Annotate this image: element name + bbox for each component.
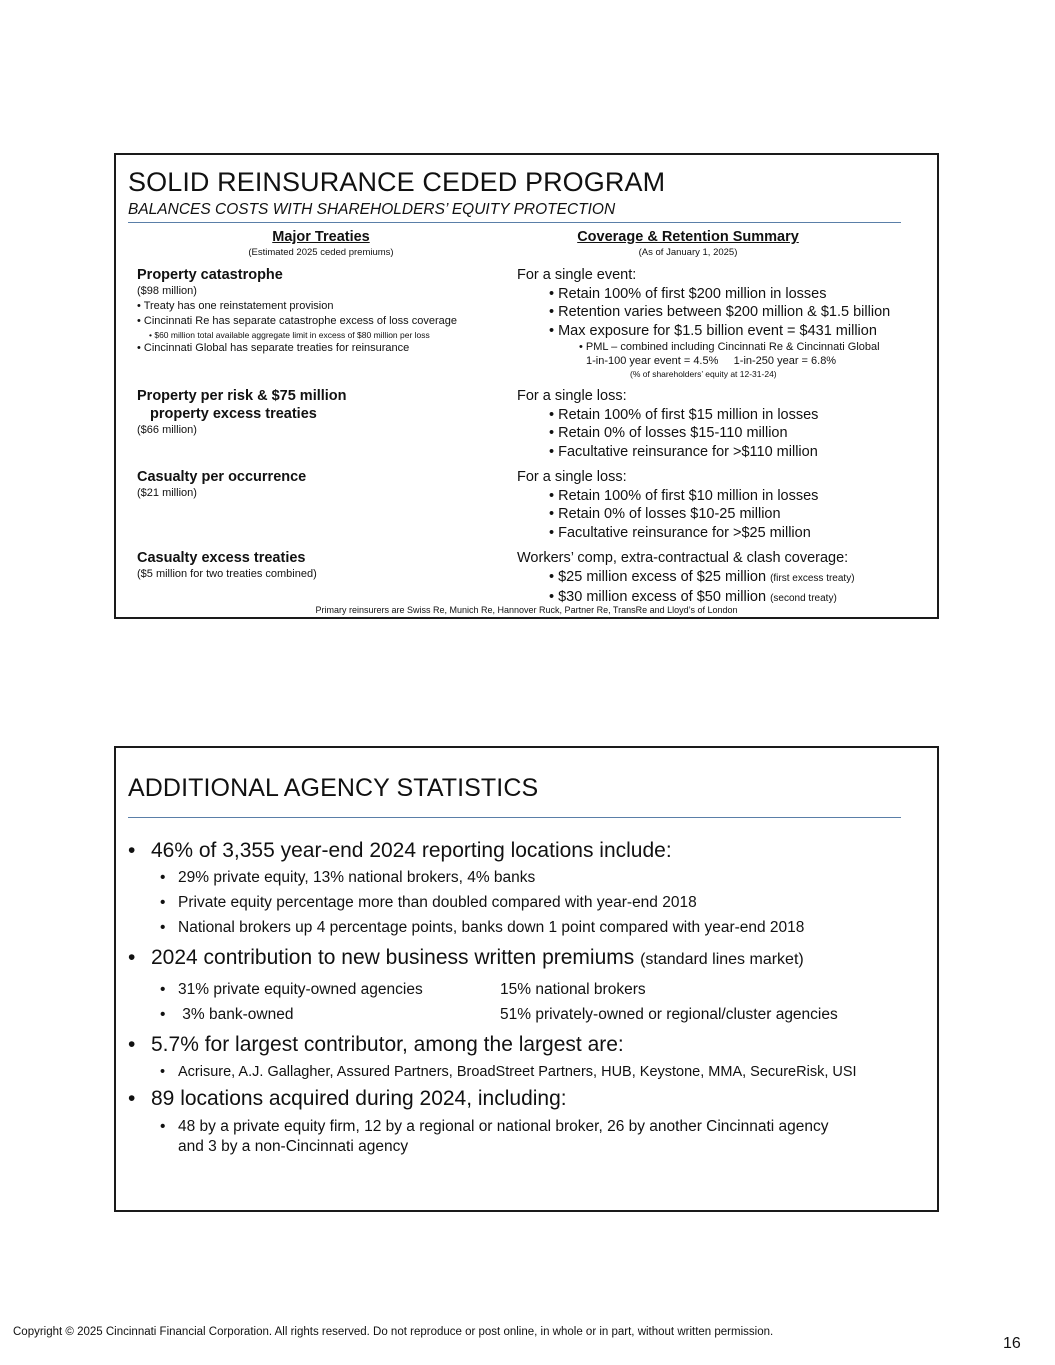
coverage-item: • Retention varies between $200 million & $1.5 billion bbox=[549, 304, 891, 320]
coverage-item-text: • $25 million excess of $25 million bbox=[549, 568, 767, 585]
sub-bullet-right: 15% national brokers bbox=[500, 981, 646, 998]
sub-bullet: • 31% private equity-owned agencies bbox=[160, 981, 423, 998]
pml-values: 1-in-100 year event = 4.5% 1-in-250 year = 6.8% bbox=[586, 355, 837, 367]
coverage-item-note: (second treaty) bbox=[770, 593, 837, 604]
sub-bullet: • Private equity percentage more than doubled compared with year-end 2018 bbox=[160, 894, 697, 911]
coverage-item: • Retain 0% of losses $15-110 million bbox=[549, 425, 788, 441]
coverage-item: • Retain 100% of first $15 million in losses bbox=[549, 406, 819, 423]
reinsurers-footnote: Primary reinsurers are Swiss Re, Munich Re, Hannover Ruck, Partner Re, TransRe and Lloyd’s of London bbox=[315, 605, 738, 615]
treaty-premium: ($98 million) bbox=[137, 285, 197, 297]
treaty-property-per-risk bbox=[137, 387, 347, 438]
treaty-casualty-per-occurrence bbox=[137, 468, 306, 501]
coverage-casualty-per-occurrence bbox=[517, 468, 818, 542]
bullet-text: 2024 contribution to new business written premiums bbox=[151, 946, 635, 969]
sub-bullet: • Acrisure, A.J. Gallagher, Assured Partners, BroadStreet Partners, HUB, Keystone, MMA, SecureRisk, USI bbox=[160, 1064, 857, 1080]
coverage-property-per-risk bbox=[517, 387, 818, 461]
slide-subtitle: BALANCES COSTS WITH SHAREHOLDERS’ EQUITY PROTECTION bbox=[128, 201, 616, 218]
coverage-subheader: (As of January 1, 2025) bbox=[638, 247, 738, 258]
coverage-lead: Workers’ comp, extra-contractual & clash coverage: bbox=[517, 550, 849, 566]
slide-title: ADDITIONAL AGENCY STATISTICS bbox=[128, 774, 539, 802]
coverage-item: • Max exposure for $1.5 billion event = $431 million bbox=[549, 322, 877, 339]
coverage-lead: For a single loss: bbox=[517, 469, 627, 485]
agency-statistics-slide bbox=[114, 746, 939, 1212]
slide-title: SOLID REINSURANCE CEDED PROGRAM bbox=[128, 167, 666, 197]
bullet-locations-acquired: • 89 locations acquired during 2024, including: bbox=[128, 1087, 567, 1110]
bullet-largest-contributor: • 5.7% for largest contributor, among the largest are: bbox=[128, 1033, 624, 1056]
pml-line: • PML – combined including Cincinnati Re & Cincinnati Global bbox=[579, 341, 880, 353]
treaty-sub-bullet: • $60 million total available aggregate limit in excess of $80 million per loss bbox=[149, 330, 430, 340]
treaty-premium: ($5 million for two treaties combined) bbox=[137, 568, 317, 580]
bullet-text: 46% of 3,355 year-end 2024 reporting locations include: bbox=[151, 839, 672, 862]
sub-bullet: • 48 by a private equity firm, 12 by a regional or national broker, 26 by another Cincinnati agency and 3 by a non-Cincinnati agency bbox=[160, 1118, 829, 1155]
coverage-header: Coverage & Retention Summary bbox=[577, 229, 799, 245]
treaty-premium: ($21 million) bbox=[137, 487, 197, 499]
bullet-text: 89 locations acquired during 2024, including: bbox=[151, 1087, 567, 1110]
pml-note: (% of shareholders’ equity at 12-31-24) bbox=[630, 369, 777, 379]
treaty-bullet: • Cincinnati Re has separate catastrophe excess of loss coverage bbox=[137, 315, 457, 327]
coverage-item: • Facultative reinsurance for >$110 million bbox=[549, 443, 818, 460]
treaty-premium: ($66 million) bbox=[137, 424, 197, 436]
major-treaties-header: Major Treaties bbox=[272, 229, 370, 245]
bullet-reporting-locations: • 46% of 3,355 year-end 2024 reporting locations include: bbox=[128, 839, 672, 862]
coverage-casualty-excess bbox=[517, 549, 855, 609]
treaty-name: Casualty per occurrence bbox=[137, 469, 307, 485]
coverage-item: • Facultative reinsurance for >$25 million bbox=[549, 524, 811, 541]
major-treaties-subheader: (Estimated 2025 ceded premiums) bbox=[248, 247, 394, 258]
sub-bullet: • National brokers up 4 percentage points, banks down 1 point compared with year-end 2018 bbox=[160, 919, 805, 936]
bullet-new-business: • 2024 contribution to new business written premiums (standard lines market) bbox=[128, 946, 804, 969]
coverage-item: • Retain 100% of first $200 million in losses bbox=[549, 285, 827, 302]
treaty-name: Property catastrophe bbox=[137, 267, 283, 283]
coverage-item: • Retain 100% of first $10 million in losses bbox=[549, 487, 819, 504]
treaty-property-catastrophe bbox=[137, 266, 457, 356]
coverage-lead: For a single loss: bbox=[517, 388, 627, 404]
treaty-name: Property per risk & $75 million bbox=[137, 388, 347, 404]
treaty-name: Casualty excess treaties bbox=[137, 550, 306, 566]
treaty-casualty-excess bbox=[137, 549, 317, 582]
sub-bullet: • 29% private equity, 13% national brokers, 4% banks bbox=[160, 869, 536, 886]
treaty-bullet: • Treaty has one reinstatement provision bbox=[137, 300, 334, 312]
treaty-name-cont: property excess treaties bbox=[150, 406, 317, 422]
sub-bullet: • 3% bank-owned bbox=[160, 1006, 294, 1023]
copyright-footer: Copyright © 2025 Cincinnati Financial Corporation. All rights reserved. Do not reproduce or post online, in whole or in part, without written permission. bbox=[13, 1326, 774, 1338]
coverage-lead: For a single event: bbox=[517, 267, 637, 283]
coverage-item-note: (first excess treaty) bbox=[770, 572, 855, 584]
bullet-text: 5.7% for largest contributor, among the largest are: bbox=[151, 1033, 624, 1056]
treaty-bullet: • Cincinnati Global has separate treaties for reinsurance bbox=[137, 342, 410, 354]
title-divider bbox=[128, 817, 901, 818]
coverage-item: • Retain 0% of losses $10-25 million bbox=[549, 506, 781, 522]
bullet-note: (standard lines market) bbox=[640, 951, 804, 968]
coverage-item-text: • $30 million excess of $50 million bbox=[549, 589, 767, 605]
coverage-single-event bbox=[517, 266, 890, 380]
coverage-item bbox=[517, 568, 855, 589]
reinsurance-slide bbox=[114, 153, 939, 619]
title-divider bbox=[128, 222, 901, 223]
page-number: 16 bbox=[1003, 1335, 1021, 1352]
sub-bullet-right: 51% privately-owned or regional/cluster agencies bbox=[500, 1006, 838, 1023]
